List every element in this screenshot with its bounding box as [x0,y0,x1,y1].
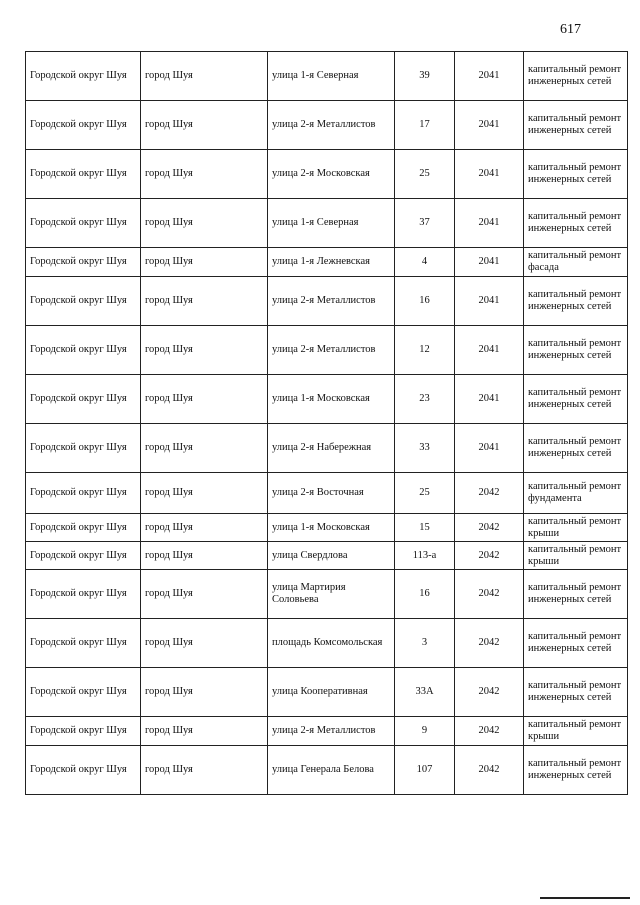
work-type-cell: капитальный ремонт инженерных сетей [524,150,628,199]
house-number-cell: 107 [395,746,455,795]
table-row [26,52,628,101]
table-body [26,52,628,795]
street-cell: улица 1-я Лежневская [268,248,395,277]
table-row [26,248,628,277]
city-cell: город Шуя [141,668,268,717]
year-cell: 2041 [455,248,524,277]
city-cell: город Шуя [141,542,268,570]
year-cell: 2042 [455,542,524,570]
house-number-cell: 4 [395,248,455,277]
district-cell: Городской округ Шуя [26,248,141,277]
work-type-cell: капитальный ремонт инженерных сетей [524,326,628,375]
house-number-cell: 16 [395,277,455,326]
city-cell: город Шуя [141,746,268,795]
city-cell: город Шуя [141,717,268,746]
work-type-cell: капитальный ремонт инженерных сетей [524,199,628,248]
year-cell: 2041 [455,375,524,424]
street-cell: улица Кооперативная [268,668,395,717]
work-type-cell: капитальный ремонт инженерных сетей [524,570,628,619]
street-cell: улица 1-я Московская [268,375,395,424]
house-number-cell: 3 [395,619,455,668]
district-cell: Городской округ Шуя [26,668,141,717]
district-cell: Городской округ Шуя [26,619,141,668]
year-cell: 2041 [455,326,524,375]
table-row [26,150,628,199]
district-cell: Городской округ Шуя [26,101,141,150]
street-cell: улица 2-я Металлистов [268,326,395,375]
street-cell: площадь Комсомольская [268,619,395,668]
year-cell: 2042 [455,668,524,717]
year-cell: 2041 [455,150,524,199]
work-type-cell: капитальный ремонт инженерных сетей [524,101,628,150]
table-row [26,746,628,795]
city-cell: город Шуя [141,570,268,619]
work-type-cell: капитальный ремонт крыши [524,542,628,570]
city-cell: город Шуя [141,326,268,375]
house-number-cell: 33 [395,424,455,473]
year-cell: 2041 [455,52,524,101]
district-cell: Городской округ Шуя [26,199,141,248]
house-number-cell: 25 [395,150,455,199]
year-cell: 2042 [455,619,524,668]
city-cell: город Шуя [141,150,268,199]
street-cell: улица Мартирия Соловьева [268,570,395,619]
house-number-cell: 9 [395,717,455,746]
street-cell: улица 2-я Металлистов [268,101,395,150]
district-cell: Городской округ Шуя [26,570,141,619]
city-cell: город Шуя [141,424,268,473]
district-cell: Городской округ Шуя [26,375,141,424]
house-number-cell: 37 [395,199,455,248]
table-row [26,199,628,248]
house-number-cell: 25 [395,473,455,514]
district-cell: Городской округ Шуя [26,514,141,542]
footer-rule [540,897,630,899]
table-row [26,717,628,746]
district-cell: Городской округ Шуя [26,542,141,570]
street-cell: улица 2-я Набережная [268,424,395,473]
house-number-cell: 15 [395,514,455,542]
district-cell: Городской округ Шуя [26,277,141,326]
table-row [26,277,628,326]
work-type-cell: капитальный ремонт инженерных сетей [524,424,628,473]
table-row [26,542,628,570]
table-row [26,375,628,424]
work-type-cell: капитальный ремонт инженерных сетей [524,746,628,795]
district-cell: Городской округ Шуя [26,424,141,473]
district-cell: Городской округ Шуя [26,150,141,199]
street-cell: улица 2-я Металлистов [268,717,395,746]
work-type-cell: капитальный ремонт инженерных сетей [524,619,628,668]
street-cell: улица 1-я Северная [268,199,395,248]
street-cell: улица 1-я Московская [268,514,395,542]
street-cell: улица Генерала Белова [268,746,395,795]
city-cell: город Шуя [141,514,268,542]
table-row [26,570,628,619]
year-cell: 2042 [455,570,524,619]
city-cell: город Шуя [141,248,268,277]
street-cell: улица Свердлова [268,542,395,570]
work-type-cell: капитальный ремонт фундамента [524,473,628,514]
table-row [26,473,628,514]
city-cell: город Шуя [141,619,268,668]
year-cell: 2041 [455,277,524,326]
house-number-cell: 113-а [395,542,455,570]
table-row [26,101,628,150]
city-cell: город Шуя [141,277,268,326]
table-row [26,326,628,375]
year-cell: 2041 [455,199,524,248]
year-cell: 2042 [455,746,524,795]
house-number-cell: 39 [395,52,455,101]
city-cell: город Шуя [141,101,268,150]
street-cell: улица 1-я Северная [268,52,395,101]
district-cell: Городской округ Шуя [26,746,141,795]
work-type-cell: капитальный ремонт крыши [524,717,628,746]
work-type-cell: капитальный ремонт инженерных сетей [524,375,628,424]
page-number: 617 [560,22,581,37]
district-cell: Городской округ Шуя [26,52,141,101]
district-cell: Городской округ Шуя [26,717,141,746]
table-row [26,619,628,668]
work-type-cell: капитальный ремонт крыши [524,514,628,542]
year-cell: 2041 [455,424,524,473]
year-cell: 2042 [455,514,524,542]
repair-schedule-table [25,51,628,795]
year-cell: 2042 [455,473,524,514]
house-number-cell: 16 [395,570,455,619]
street-cell: улица 2-я Металлистов [268,277,395,326]
work-type-cell: капитальный ремонт фасада [524,248,628,277]
district-cell: Городской округ Шуя [26,473,141,514]
work-type-cell: капитальный ремонт инженерных сетей [524,52,628,101]
table-row [26,514,628,542]
house-number-cell: 23 [395,375,455,424]
year-cell: 2042 [455,717,524,746]
city-cell: город Шуя [141,52,268,101]
work-type-cell: капитальный ремонт инженерных сетей [524,668,628,717]
work-type-cell: капитальный ремонт инженерных сетей [524,277,628,326]
city-cell: город Шуя [141,473,268,514]
street-cell: улица 2-я Московская [268,150,395,199]
district-cell: Городской округ Шуя [26,326,141,375]
table-row [26,668,628,717]
house-number-cell: 17 [395,101,455,150]
house-number-cell: 12 [395,326,455,375]
table-row [26,424,628,473]
city-cell: город Шуя [141,199,268,248]
street-cell: улица 2-я Восточная [268,473,395,514]
house-number-cell: 33А [395,668,455,717]
year-cell: 2041 [455,101,524,150]
city-cell: город Шуя [141,375,268,424]
